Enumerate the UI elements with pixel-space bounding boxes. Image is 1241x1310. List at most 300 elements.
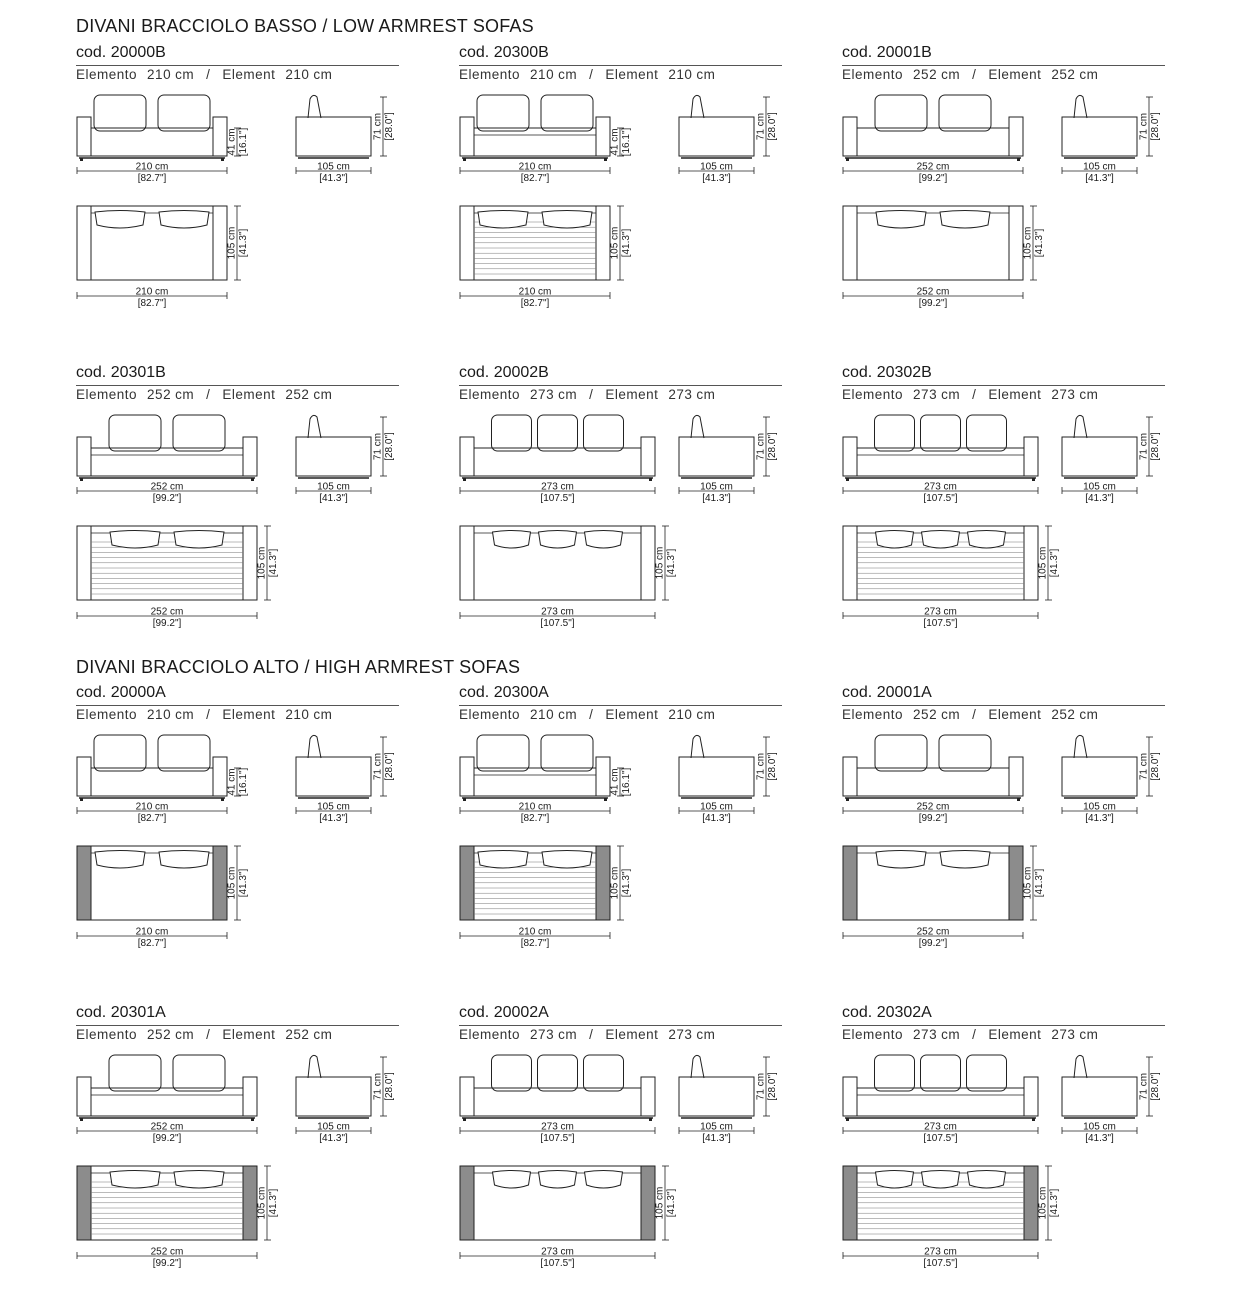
side-view (679, 735, 778, 824)
element-label: Element (222, 1027, 276, 1042)
side-depth-dim-cm: 105 cm (1083, 1121, 1116, 1133)
left-armrest (843, 757, 857, 796)
technical-drawing (459, 1004, 789, 1274)
right-armrest (641, 437, 655, 476)
elemento-label: Elemento (842, 67, 904, 82)
side-body (679, 117, 754, 156)
left-armrest (843, 117, 857, 156)
top-cushion (922, 531, 960, 549)
side-body (1062, 437, 1137, 476)
side-depth-dim-in: [41.3"] (319, 1133, 348, 1144)
top-cushion (478, 851, 528, 869)
side-height-dim-in: [28.0"] (767, 112, 778, 141)
top-depth-dim-cm: 105 cm (609, 226, 621, 260)
front-width-dim-in: [107.5"] (923, 1133, 958, 1144)
seat-height-dim-in: [16.1"] (621, 127, 632, 157)
left-armrest (77, 1077, 91, 1116)
foot (1017, 798, 1020, 801)
elemento-label: Elemento (459, 67, 521, 82)
back-cushion (921, 415, 961, 451)
top-width-dim-in: [99.2"] (152, 618, 182, 629)
seat-body (91, 768, 213, 796)
separator-slash: / (589, 67, 594, 82)
back-cushion (492, 1055, 532, 1091)
top-view (843, 846, 1045, 949)
side-back-cushion (1074, 415, 1087, 438)
separator-slash: / (972, 387, 977, 402)
element-label: Element (222, 67, 276, 82)
element-label: Element (605, 707, 659, 722)
side-depth-dim-cm: 105 cm (317, 481, 350, 493)
seat-body (91, 448, 243, 476)
front-width-dim-cm: 210 cm (135, 801, 169, 813)
back-cushion (541, 735, 593, 771)
separator-slash: / (972, 67, 977, 82)
side-depth-dim-in: [41.3"] (702, 173, 731, 184)
right-armrest (1009, 757, 1023, 796)
element-label: Element (988, 387, 1042, 402)
front-width-dim-cm: 273 cm (924, 481, 957, 493)
element-unit: cm (696, 67, 716, 82)
foot (251, 478, 254, 481)
top-cushion (493, 531, 531, 549)
front-view (77, 1055, 257, 1144)
side-back-cushion (308, 1055, 321, 1078)
back-cushion (94, 95, 146, 131)
side-depth-dim-cm: 105 cm (700, 161, 733, 173)
top-width-dim-in: [99.2"] (918, 298, 948, 309)
element-label: Element (222, 707, 276, 722)
side-height-dim-cm: 71 cm (372, 112, 384, 141)
top-width-dim-in: [107.5"] (540, 618, 575, 629)
side-height-dim-in: [28.0"] (384, 752, 395, 781)
side-view (1062, 735, 1161, 824)
foot (604, 798, 607, 801)
product-code: cod. 20001B (842, 44, 932, 61)
back-cushion (967, 1055, 1007, 1091)
right-armrest (1024, 1077, 1038, 1116)
side-depth-dim-in: [41.3"] (702, 493, 731, 504)
front-view (843, 415, 1038, 504)
left-armrest (460, 437, 474, 476)
top-depth-dim-in: [41.3"] (621, 228, 632, 258)
top-width-dim-cm: 210 cm (518, 286, 552, 298)
back-cushion (158, 95, 210, 131)
top-cushion (174, 1171, 224, 1189)
elemento-value: 252 (913, 67, 938, 82)
top-cushion (95, 211, 145, 229)
top-view (77, 526, 279, 629)
element-label: Element (222, 387, 276, 402)
seat-body (91, 128, 213, 156)
foot (80, 158, 83, 161)
side-height-dim-cm: 71 cm (1138, 432, 1150, 461)
front-width-dim-in: [107.5"] (923, 493, 958, 504)
element-unit: cm (313, 707, 333, 722)
seat-body (474, 768, 596, 796)
side-height-dim-in: [28.0"] (1150, 112, 1161, 141)
element-value: 273 (668, 1027, 693, 1042)
top-width-dim-cm: 210 cm (518, 926, 552, 938)
top-cushion (539, 531, 577, 549)
side-view (296, 735, 395, 824)
side-body (296, 117, 371, 156)
product-cod20000a (76, 684, 406, 954)
side-body (296, 757, 371, 796)
left-armrest (77, 437, 91, 476)
front-view (460, 95, 632, 184)
side-height-dim-in: [28.0"] (767, 1072, 778, 1101)
top-cushion (968, 531, 1006, 549)
elemento-label: Elemento (76, 707, 138, 722)
side-depth-dim-in: [41.3"] (319, 173, 348, 184)
top-depth-dim-in: [41.3"] (666, 1188, 677, 1218)
top-left-armrest (460, 1166, 474, 1240)
elemento-value: 210 (530, 707, 555, 722)
side-body (679, 757, 754, 796)
element-unit: cm (313, 67, 333, 82)
top-view (843, 526, 1060, 629)
back-cushion (541, 95, 593, 131)
top-cushion (174, 531, 224, 549)
elemento-label: Elemento (842, 387, 904, 402)
separator-slash: / (206, 387, 211, 402)
side-view (679, 1055, 778, 1144)
side-depth-dim-in: [41.3"] (319, 813, 348, 824)
top-cushion (876, 851, 926, 869)
front-width-dim-cm: 273 cm (541, 481, 574, 493)
top-view (77, 1166, 279, 1269)
right-armrest (213, 117, 227, 156)
seat-body (857, 448, 1024, 476)
top-left-armrest (77, 846, 91, 920)
elemento-unit: cm (175, 707, 195, 722)
foot (221, 798, 224, 801)
top-left-armrest (843, 1166, 857, 1240)
top-width-dim-in: [82.7"] (520, 938, 550, 949)
foot (846, 478, 849, 481)
top-width-dim-in: [82.7"] (137, 298, 167, 309)
top-depth-dim-cm: 105 cm (256, 546, 268, 580)
top-left-armrest (843, 526, 857, 600)
elemento-label: Elemento (459, 387, 521, 402)
back-cushion (109, 415, 161, 451)
side-back-cushion (308, 415, 321, 438)
top-view (843, 1166, 1060, 1269)
side-body (296, 1077, 371, 1116)
back-cushion (158, 735, 210, 771)
element-value: 210 (668, 67, 693, 82)
elemento-value: 210 (530, 67, 555, 82)
side-depth-dim-in: [41.3"] (1085, 813, 1114, 824)
product-code: cod. 20000B (76, 44, 166, 61)
product-cod20302b (842, 364, 1172, 634)
side-height-dim-in: [28.0"] (1150, 1072, 1161, 1101)
element-unit: cm (313, 387, 333, 402)
front-view (460, 735, 632, 824)
product-code: cod. 20301B (76, 364, 166, 381)
side-depth-dim-cm: 105 cm (700, 481, 733, 493)
seat-height-dim-in: [16.1"] (238, 127, 249, 157)
front-width-dim-in: [99.2"] (152, 493, 182, 504)
technical-drawing (459, 684, 789, 954)
top-depth-dim-in: [41.3"] (666, 548, 677, 578)
side-body (1062, 1077, 1137, 1116)
front-width-dim-cm: 273 cm (541, 1121, 574, 1133)
product-code: cod. 20001A (842, 684, 932, 701)
top-depth-dim-in: [41.3"] (268, 548, 279, 578)
front-view (460, 1055, 655, 1144)
top-view (77, 846, 249, 949)
back-cushion (875, 95, 927, 131)
front-width-dim-cm: 252 cm (916, 801, 950, 813)
seat-height-dim-cm: 41 cm (226, 768, 238, 796)
side-height-dim-cm: 71 cm (1138, 112, 1150, 141)
elemento-unit: cm (175, 67, 195, 82)
side-height-dim-cm: 71 cm (372, 752, 384, 781)
top-cushion (940, 211, 990, 229)
element-label: Element (605, 387, 659, 402)
top-depth-dim-in: [41.3"] (238, 868, 249, 898)
technical-drawing (842, 1004, 1172, 1274)
elemento-value: 252 (913, 707, 938, 722)
top-right-armrest (596, 846, 610, 920)
technical-drawing (842, 44, 1172, 314)
top-depth-dim-cm: 105 cm (1037, 1186, 1049, 1220)
top-depth-dim-in: [41.3"] (268, 1188, 279, 1218)
side-view (296, 1055, 395, 1144)
product-cod20002a (459, 1004, 789, 1274)
top-depth-dim-cm: 105 cm (1037, 546, 1049, 580)
top-depth-dim-cm: 105 cm (609, 866, 621, 900)
top-cushion (493, 1171, 531, 1189)
side-height-dim-in: [28.0"] (384, 1072, 395, 1101)
front-width-dim-in: [82.7"] (137, 813, 167, 824)
side-height-dim-in: [28.0"] (384, 112, 395, 141)
right-armrest (596, 117, 610, 156)
element-unit: cm (1079, 67, 1099, 82)
foot (846, 158, 849, 161)
side-back-cushion (691, 735, 704, 758)
side-height-dim-cm: 71 cm (755, 432, 767, 461)
foot (463, 1118, 466, 1121)
front-width-dim-cm: 210 cm (518, 161, 552, 173)
top-cushion (585, 531, 623, 549)
elemento-unit: cm (941, 707, 961, 722)
top-right-armrest (1024, 1166, 1038, 1240)
top-left-armrest (460, 846, 474, 920)
front-width-dim-in: [82.7"] (520, 173, 550, 184)
elemento-unit: cm (558, 1027, 578, 1042)
top-right-armrest (641, 1166, 655, 1240)
side-view (1062, 1055, 1161, 1144)
side-height-dim-cm: 71 cm (1138, 1072, 1150, 1101)
side-back-cushion (691, 1055, 704, 1078)
top-width-dim-in: [99.2"] (152, 1258, 182, 1269)
top-view (843, 206, 1045, 309)
product-cod20301b (76, 364, 406, 634)
side-depth-dim-in: [41.3"] (319, 493, 348, 504)
elemento-value: 273 (530, 387, 555, 402)
front-width-dim-cm: 273 cm (924, 1121, 957, 1133)
left-armrest (460, 1077, 474, 1116)
foot (1032, 1118, 1035, 1121)
seat-body (857, 768, 1009, 796)
foot (80, 798, 83, 801)
foot (1017, 158, 1020, 161)
front-view (843, 735, 1023, 824)
element-value: 210 (285, 707, 310, 722)
back-cushion (538, 415, 578, 451)
product-cod20002b (459, 364, 789, 634)
element-value: 210 (668, 707, 693, 722)
elemento-value: 273 (913, 1027, 938, 1042)
top-cushion (542, 211, 592, 229)
front-width-dim-cm: 210 cm (135, 161, 169, 173)
side-height-dim-in: [28.0"] (384, 432, 395, 461)
top-width-dim-cm: 210 cm (135, 286, 169, 298)
separator-slash: / (206, 1027, 211, 1042)
side-depth-dim-in: [41.3"] (702, 1133, 731, 1144)
product-code: cod. 20302B (842, 364, 932, 381)
front-view (77, 735, 249, 824)
top-cushion (876, 1171, 914, 1189)
side-depth-dim-cm: 105 cm (1083, 801, 1116, 813)
side-depth-dim-cm: 105 cm (317, 161, 350, 173)
product-cod20001b (842, 44, 1172, 314)
elemento-label: Elemento (842, 1027, 904, 1042)
side-height-dim-in: [28.0"] (767, 432, 778, 461)
technical-drawing (76, 364, 406, 634)
element-unit: cm (1079, 1027, 1099, 1042)
top-width-dim-cm: 252 cm (150, 1246, 184, 1258)
top-depth-dim-cm: 105 cm (1022, 866, 1034, 900)
elemento-unit: cm (941, 387, 961, 402)
top-depth-dim-in: [41.3"] (238, 228, 249, 258)
top-width-dim-cm: 273 cm (924, 606, 957, 618)
foot (649, 478, 652, 481)
front-width-dim-cm: 252 cm (150, 481, 184, 493)
side-view (296, 415, 395, 504)
side-height-dim-in: [28.0"] (1150, 432, 1161, 461)
right-armrest (1024, 437, 1038, 476)
side-depth-dim-cm: 105 cm (1083, 481, 1116, 493)
top-cushion (585, 1171, 623, 1189)
elemento-label: Elemento (459, 707, 521, 722)
foot (604, 158, 607, 161)
top-depth-dim-in: [41.3"] (1034, 868, 1045, 898)
side-body (1062, 117, 1137, 156)
back-cushion (875, 415, 915, 451)
top-width-dim-cm: 273 cm (541, 1246, 574, 1258)
back-cushion (584, 1055, 624, 1091)
right-armrest (243, 437, 257, 476)
top-depth-dim-in: [41.3"] (1049, 1188, 1060, 1218)
elemento-unit: cm (941, 67, 961, 82)
side-depth-dim-cm: 105 cm (700, 801, 733, 813)
elemento-value: 252 (147, 1027, 172, 1042)
element-value: 252 (1051, 707, 1076, 722)
element-unit: cm (1079, 707, 1099, 722)
top-cushion (968, 1171, 1006, 1189)
top-right-armrest (213, 846, 227, 920)
foot (1032, 478, 1035, 481)
back-cushion (921, 1055, 961, 1091)
side-depth-dim-cm: 105 cm (1083, 161, 1116, 173)
top-cushion (876, 531, 914, 549)
seat-height-dim-cm: 41 cm (226, 128, 238, 156)
top-right-armrest (243, 1166, 257, 1240)
seat-body (474, 448, 641, 476)
side-depth-dim-cm: 105 cm (317, 801, 350, 813)
top-right-armrest (213, 206, 227, 280)
top-cushion (159, 211, 209, 229)
side-view (679, 415, 778, 504)
seat-height-dim-in: [16.1"] (238, 767, 249, 797)
side-view (1062, 415, 1161, 504)
top-view (77, 206, 249, 309)
product-code: cod. 20000A (76, 684, 166, 701)
top-cushion (876, 211, 926, 229)
right-armrest (1009, 117, 1023, 156)
foot (80, 1118, 83, 1121)
element-label: Element (988, 1027, 1042, 1042)
top-width-dim-in: [99.2"] (918, 938, 948, 949)
element-value: 252 (285, 387, 310, 402)
side-depth-dim-in: [41.3"] (1085, 1133, 1114, 1144)
front-width-dim-in: [99.2"] (152, 1133, 182, 1144)
top-cushion (159, 851, 209, 869)
front-width-dim-in: [82.7"] (137, 173, 167, 184)
top-depth-dim-in: [41.3"] (1034, 228, 1045, 258)
back-cushion (109, 1055, 161, 1091)
element-unit: cm (696, 387, 716, 402)
side-depth-dim-cm: 105 cm (317, 1121, 350, 1133)
top-left-armrest (843, 206, 857, 280)
left-armrest (460, 117, 474, 156)
elemento-unit: cm (558, 707, 578, 722)
right-armrest (213, 757, 227, 796)
side-view (296, 95, 395, 184)
front-view (843, 95, 1023, 184)
side-body (1062, 757, 1137, 796)
top-left-armrest (77, 206, 91, 280)
product-cod20000b (76, 44, 406, 314)
separator-slash: / (972, 707, 977, 722)
product-code: cod. 20300B (459, 44, 549, 61)
top-width-dim-cm: 273 cm (541, 606, 574, 618)
side-view (1062, 95, 1161, 184)
seat-height-dim-cm: 41 cm (609, 128, 621, 156)
top-right-armrest (596, 206, 610, 280)
separator-slash: / (206, 67, 211, 82)
element-unit: cm (696, 707, 716, 722)
element-label: Element (988, 67, 1042, 82)
top-view (460, 206, 632, 309)
front-width-dim-cm: 252 cm (916, 161, 950, 173)
top-width-dim-in: [82.7"] (137, 938, 167, 949)
right-armrest (243, 1077, 257, 1116)
top-width-dim-cm: 252 cm (916, 286, 950, 298)
side-height-dim-cm: 71 cm (755, 752, 767, 781)
back-cushion (94, 735, 146, 771)
top-right-armrest (641, 526, 655, 600)
element-value: 210 (285, 67, 310, 82)
elemento-label: Elemento (76, 387, 138, 402)
top-depth-dim-cm: 105 cm (1022, 226, 1034, 260)
element-value: 252 (1051, 67, 1076, 82)
product-code: cod. 20301A (76, 1004, 166, 1021)
